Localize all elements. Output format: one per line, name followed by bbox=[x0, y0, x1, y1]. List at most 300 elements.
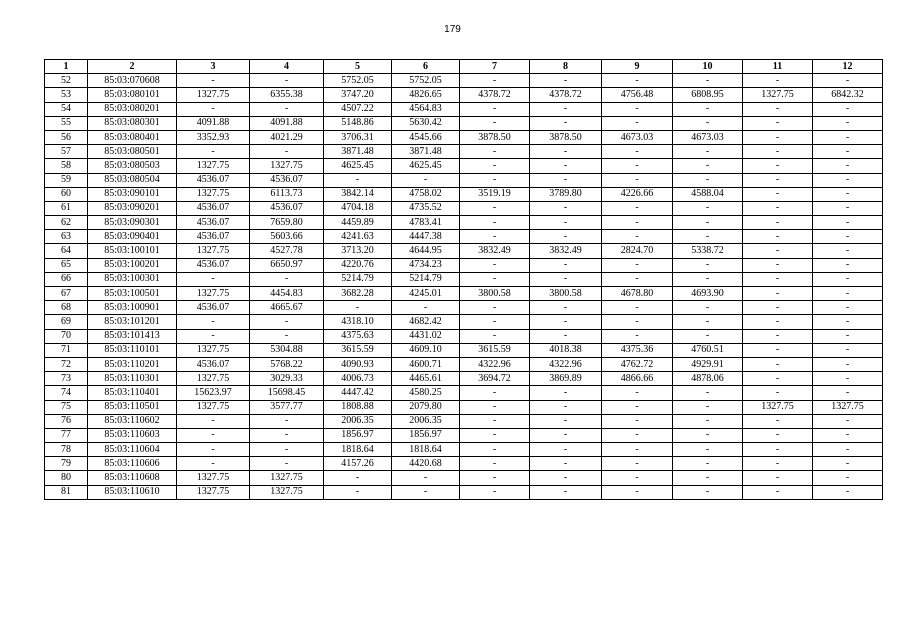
table-cell: - bbox=[743, 471, 813, 485]
table-cell: - bbox=[673, 471, 743, 485]
table-cell: - bbox=[673, 159, 743, 173]
table-cell: 85:03:110301 bbox=[88, 372, 177, 386]
table-cell: - bbox=[460, 116, 530, 130]
table-cell: - bbox=[673, 301, 743, 315]
table-row bbox=[45, 159, 883, 173]
table-cell: 64 bbox=[45, 244, 88, 258]
table-cell: 4465.61 bbox=[392, 372, 460, 386]
table-cell: 85:03:110606 bbox=[88, 457, 177, 471]
table-cell: 85:03:100301 bbox=[88, 272, 177, 286]
table-cell: - bbox=[813, 244, 883, 258]
table-cell: - bbox=[743, 343, 813, 357]
table-row bbox=[45, 287, 883, 301]
table-cell: 4090.93 bbox=[324, 357, 392, 371]
table-cell: - bbox=[813, 145, 883, 159]
table-row bbox=[45, 201, 883, 215]
table-cell: 1327.75 bbox=[177, 287, 250, 301]
table-cell: 1808.88 bbox=[324, 400, 392, 414]
table-row bbox=[45, 258, 883, 272]
table-cell: 85:03:090301 bbox=[88, 216, 177, 230]
table-cell: - bbox=[813, 173, 883, 187]
table-cell: - bbox=[602, 386, 673, 400]
table-cell: - bbox=[743, 187, 813, 201]
table-cell: 85:03:080503 bbox=[88, 159, 177, 173]
table-row bbox=[45, 343, 883, 357]
table-cell: 1818.64 bbox=[324, 443, 392, 457]
table-cell: - bbox=[602, 74, 673, 88]
table-cell: - bbox=[530, 116, 602, 130]
table-cell: - bbox=[177, 443, 250, 457]
table-row bbox=[45, 457, 883, 471]
table-cell: - bbox=[602, 216, 673, 230]
table-cell: 6842.32 bbox=[813, 88, 883, 102]
table-cell: - bbox=[460, 102, 530, 116]
table-cell: - bbox=[813, 230, 883, 244]
table-cell: 1327.75 bbox=[177, 244, 250, 258]
table-cell: - bbox=[250, 457, 324, 471]
table-cell: 6650.97 bbox=[250, 258, 324, 272]
table-cell: 3519.19 bbox=[460, 187, 530, 201]
table-cell: 3713.20 bbox=[324, 244, 392, 258]
column-header: 5 bbox=[324, 60, 392, 74]
table-cell: 5338.72 bbox=[673, 244, 743, 258]
table-row bbox=[45, 216, 883, 230]
table-cell: 1327.75 bbox=[250, 485, 324, 499]
table-cell: 1327.75 bbox=[250, 159, 324, 173]
table-cell: 4431.02 bbox=[392, 329, 460, 343]
table-cell: 3706.31 bbox=[324, 130, 392, 144]
table-cell: 4673.03 bbox=[602, 130, 673, 144]
table-body bbox=[45, 74, 883, 500]
table-cell: 2824.70 bbox=[602, 244, 673, 258]
table-cell: 5630.42 bbox=[392, 116, 460, 130]
table-cell: - bbox=[460, 258, 530, 272]
table-cell: - bbox=[602, 230, 673, 244]
table-cell: - bbox=[392, 173, 460, 187]
table-cell: - bbox=[743, 414, 813, 428]
table-cell: - bbox=[743, 372, 813, 386]
table-cell: - bbox=[813, 201, 883, 215]
table-cell: 85:03:101201 bbox=[88, 315, 177, 329]
table-cell: 67 bbox=[45, 287, 88, 301]
table-cell: - bbox=[324, 471, 392, 485]
table-cell: 1327.75 bbox=[177, 187, 250, 201]
table-cell: - bbox=[673, 258, 743, 272]
table-cell: 15623.97 bbox=[177, 386, 250, 400]
table-cell: - bbox=[250, 428, 324, 442]
table-cell: 4878.06 bbox=[673, 372, 743, 386]
table-cell: 79 bbox=[45, 457, 88, 471]
table-cell: - bbox=[177, 329, 250, 343]
table-cell: - bbox=[813, 485, 883, 499]
table-cell: - bbox=[530, 272, 602, 286]
table-row bbox=[45, 471, 883, 485]
table-cell: 4091.88 bbox=[177, 116, 250, 130]
table-cell: - bbox=[813, 315, 883, 329]
column-header: 11 bbox=[743, 60, 813, 74]
table-cell: 63 bbox=[45, 230, 88, 244]
table-cell: - bbox=[530, 471, 602, 485]
table-cell: 4783.41 bbox=[392, 216, 460, 230]
table-cell: - bbox=[602, 315, 673, 329]
table-cell: 85:03:080201 bbox=[88, 102, 177, 116]
table-cell: - bbox=[460, 74, 530, 88]
table-cell: - bbox=[250, 74, 324, 88]
table-cell: 4507.22 bbox=[324, 102, 392, 116]
table-cell: - bbox=[743, 159, 813, 173]
table-cell: - bbox=[460, 471, 530, 485]
table-cell: 3615.59 bbox=[460, 343, 530, 357]
table-cell: 3615.59 bbox=[324, 343, 392, 357]
table-cell: - bbox=[460, 301, 530, 315]
table-cell: - bbox=[392, 485, 460, 499]
table-cell: 4762.72 bbox=[602, 357, 673, 371]
table-cell: 5214.79 bbox=[324, 272, 392, 286]
table-cell: - bbox=[177, 428, 250, 442]
table-row bbox=[45, 443, 883, 457]
table-cell: - bbox=[813, 443, 883, 457]
table-cell: 7659.80 bbox=[250, 216, 324, 230]
table-cell: 85:03:100501 bbox=[88, 287, 177, 301]
table-cell: - bbox=[813, 357, 883, 371]
table-row bbox=[45, 357, 883, 371]
table-cell: 4536.07 bbox=[250, 201, 324, 215]
table-cell: - bbox=[673, 443, 743, 457]
table-cell: - bbox=[743, 386, 813, 400]
table-cell: 52 bbox=[45, 74, 88, 88]
table-cell: 4826.65 bbox=[392, 88, 460, 102]
table-cell: 3871.48 bbox=[392, 145, 460, 159]
table-cell: 4318.10 bbox=[324, 315, 392, 329]
table-cell: - bbox=[177, 272, 250, 286]
column-header: 3 bbox=[177, 60, 250, 74]
table-cell: 4734.23 bbox=[392, 258, 460, 272]
table-cell: - bbox=[392, 301, 460, 315]
table-cell: - bbox=[813, 116, 883, 130]
table-cell: - bbox=[673, 145, 743, 159]
table-cell: - bbox=[673, 272, 743, 286]
table-cell: 5148.86 bbox=[324, 116, 392, 130]
table-cell: 3869.89 bbox=[530, 372, 602, 386]
table-cell: - bbox=[177, 315, 250, 329]
table-cell: 1818.64 bbox=[392, 443, 460, 457]
table-cell: 4536.07 bbox=[177, 201, 250, 215]
table-cell: - bbox=[530, 230, 602, 244]
table-cell: - bbox=[602, 301, 673, 315]
table-cell: 85:03:100201 bbox=[88, 258, 177, 272]
column-header: 8 bbox=[530, 60, 602, 74]
table-cell: 85:03:110603 bbox=[88, 428, 177, 442]
table-cell: 3682.28 bbox=[324, 287, 392, 301]
table-cell: - bbox=[177, 74, 250, 88]
table-cell: - bbox=[602, 428, 673, 442]
table-cell: 57 bbox=[45, 145, 88, 159]
table-cell: - bbox=[460, 315, 530, 329]
table-cell: 3694.72 bbox=[460, 372, 530, 386]
table-cell: - bbox=[743, 244, 813, 258]
table-cell: - bbox=[743, 258, 813, 272]
table-cell: - bbox=[743, 102, 813, 116]
table-cell: 3747.20 bbox=[324, 88, 392, 102]
table-cell: - bbox=[460, 329, 530, 343]
table-cell: - bbox=[813, 187, 883, 201]
table-cell: 5304.88 bbox=[250, 343, 324, 357]
table-cell: 85:03:080501 bbox=[88, 145, 177, 159]
table-cell: 3352.93 bbox=[177, 130, 250, 144]
table-cell: 4447.38 bbox=[392, 230, 460, 244]
table-cell: 1327.75 bbox=[177, 372, 250, 386]
table-cell: 4545.66 bbox=[392, 130, 460, 144]
table-row bbox=[45, 244, 883, 258]
table-row bbox=[45, 414, 883, 428]
table-cell: - bbox=[602, 116, 673, 130]
table-cell: - bbox=[460, 173, 530, 187]
table-row bbox=[45, 400, 883, 414]
table-cell: 6113.73 bbox=[250, 187, 324, 201]
table-cell: 3832.49 bbox=[460, 244, 530, 258]
table-cell: 4588.04 bbox=[673, 187, 743, 201]
table-cell: 85:03:100101 bbox=[88, 244, 177, 258]
table-cell: - bbox=[673, 216, 743, 230]
table-cell: 59 bbox=[45, 173, 88, 187]
table-cell: - bbox=[250, 102, 324, 116]
column-header: 10 bbox=[673, 60, 743, 74]
table-cell: - bbox=[602, 173, 673, 187]
table-cell: 4536.07 bbox=[177, 173, 250, 187]
table-cell: 3832.49 bbox=[530, 244, 602, 258]
table-cell: 4006.73 bbox=[324, 372, 392, 386]
table-cell: 4665.67 bbox=[250, 301, 324, 315]
table-cell: - bbox=[602, 159, 673, 173]
table-cell: 4600.71 bbox=[392, 357, 460, 371]
table-cell: - bbox=[460, 443, 530, 457]
table-cell: 4454.83 bbox=[250, 287, 324, 301]
column-header: 6 bbox=[392, 60, 460, 74]
table-cell: - bbox=[602, 258, 673, 272]
table-cell: 15698.45 bbox=[250, 386, 324, 400]
table-cell: - bbox=[673, 457, 743, 471]
table-cell: 1856.97 bbox=[324, 428, 392, 442]
table-row bbox=[45, 315, 883, 329]
table-cell: 85:03:090201 bbox=[88, 201, 177, 215]
table-cell: - bbox=[602, 329, 673, 343]
table-cell: - bbox=[460, 272, 530, 286]
table-cell: - bbox=[460, 386, 530, 400]
table-cell: 53 bbox=[45, 88, 88, 102]
table-cell: - bbox=[177, 102, 250, 116]
table-cell: - bbox=[460, 457, 530, 471]
table-cell: 62 bbox=[45, 216, 88, 230]
table-cell: 4609.10 bbox=[392, 343, 460, 357]
page-number: 179 bbox=[444, 24, 461, 35]
table-cell: - bbox=[177, 457, 250, 471]
table-cell: 4693.90 bbox=[673, 287, 743, 301]
table-cell: 72 bbox=[45, 357, 88, 371]
table-cell: 4580.25 bbox=[392, 386, 460, 400]
table-cell: - bbox=[743, 201, 813, 215]
table-cell: 4375.36 bbox=[602, 343, 673, 357]
table-cell: - bbox=[250, 272, 324, 286]
table-cell: 66 bbox=[45, 272, 88, 286]
table-cell: 4735.52 bbox=[392, 201, 460, 215]
table-cell: 4536.07 bbox=[250, 173, 324, 187]
table-cell: - bbox=[673, 230, 743, 244]
table-cell: - bbox=[743, 457, 813, 471]
table-cell: - bbox=[743, 329, 813, 343]
table-cell: 1327.75 bbox=[813, 400, 883, 414]
table-cell: 5752.05 bbox=[324, 74, 392, 88]
table-cell: - bbox=[813, 216, 883, 230]
table-cell: - bbox=[250, 414, 324, 428]
table-cell: 85:03:100901 bbox=[88, 301, 177, 315]
column-header: 7 bbox=[460, 60, 530, 74]
table-cell: 4625.45 bbox=[392, 159, 460, 173]
table-cell: 1327.75 bbox=[177, 485, 250, 499]
table-cell: 4929.91 bbox=[673, 357, 743, 371]
table-cell: 4756.48 bbox=[602, 88, 673, 102]
table-cell: 3842.14 bbox=[324, 187, 392, 201]
table-cell: - bbox=[743, 230, 813, 244]
table-cell: 74 bbox=[45, 386, 88, 400]
table-cell: 60 bbox=[45, 187, 88, 201]
table-cell: 85:03:080401 bbox=[88, 130, 177, 144]
table-cell: - bbox=[530, 315, 602, 329]
table-cell: - bbox=[530, 145, 602, 159]
table-cell: 4536.07 bbox=[177, 230, 250, 244]
table-cell: 71 bbox=[45, 343, 88, 357]
table-cell: 1856.97 bbox=[392, 428, 460, 442]
table-cell: - bbox=[602, 201, 673, 215]
table-cell: 4157.26 bbox=[324, 457, 392, 471]
table-cell: 4459.89 bbox=[324, 216, 392, 230]
table-cell: - bbox=[743, 485, 813, 499]
table-cell: - bbox=[813, 457, 883, 471]
table-cell: 68 bbox=[45, 301, 88, 315]
table-cell: 6355.38 bbox=[250, 88, 324, 102]
table-cell: 76 bbox=[45, 414, 88, 428]
table-cell: - bbox=[250, 145, 324, 159]
table-cell: 4678.80 bbox=[602, 287, 673, 301]
table-cell: 85:03:070608 bbox=[88, 74, 177, 88]
table-cell: 80 bbox=[45, 471, 88, 485]
table-cell: - bbox=[530, 400, 602, 414]
table-cell: 85:03:090401 bbox=[88, 230, 177, 244]
table-cell: 4866.66 bbox=[602, 372, 673, 386]
table-cell: - bbox=[602, 485, 673, 499]
table-cell: 1327.75 bbox=[177, 343, 250, 357]
table-cell: 5752.05 bbox=[392, 74, 460, 88]
table-cell: - bbox=[324, 301, 392, 315]
table-cell: - bbox=[530, 428, 602, 442]
table-cell: - bbox=[813, 386, 883, 400]
table-row bbox=[45, 301, 883, 315]
table-cell: 55 bbox=[45, 116, 88, 130]
table-cell: - bbox=[460, 201, 530, 215]
table-cell: 6808.95 bbox=[673, 88, 743, 102]
table-cell: 4536.07 bbox=[177, 216, 250, 230]
table-cell: - bbox=[530, 102, 602, 116]
table-cell: 4378.72 bbox=[530, 88, 602, 102]
table-cell: - bbox=[460, 216, 530, 230]
table-cell: - bbox=[460, 428, 530, 442]
table-cell: 3878.50 bbox=[460, 130, 530, 144]
table-cell: - bbox=[177, 145, 250, 159]
table-cell: - bbox=[743, 272, 813, 286]
table-cell: 85:03:080504 bbox=[88, 173, 177, 187]
table-cell: 3789.80 bbox=[530, 187, 602, 201]
table-cell: 4018.38 bbox=[530, 343, 602, 357]
table-cell: 81 bbox=[45, 485, 88, 499]
table-cell: - bbox=[743, 357, 813, 371]
table-cell: 4322.96 bbox=[530, 357, 602, 371]
table-cell: - bbox=[743, 130, 813, 144]
table-cell: 58 bbox=[45, 159, 88, 173]
table-cell: 85:03:110501 bbox=[88, 400, 177, 414]
table-cell: - bbox=[813, 74, 883, 88]
table-cell: - bbox=[673, 428, 743, 442]
table-cell: 1327.75 bbox=[743, 400, 813, 414]
table-cell: - bbox=[673, 329, 743, 343]
header-row bbox=[45, 60, 883, 74]
table-row bbox=[45, 386, 883, 400]
table-cell: 4625.45 bbox=[324, 159, 392, 173]
table-cell: 4322.96 bbox=[460, 357, 530, 371]
table-cell: - bbox=[602, 102, 673, 116]
table-cell: - bbox=[324, 485, 392, 499]
table-cell: 4378.72 bbox=[460, 88, 530, 102]
table-cell: 4245.01 bbox=[392, 287, 460, 301]
table-cell: - bbox=[250, 443, 324, 457]
table-cell: - bbox=[743, 145, 813, 159]
table-cell: - bbox=[460, 414, 530, 428]
table-cell: 5768.22 bbox=[250, 357, 324, 371]
table-cell: 56 bbox=[45, 130, 88, 144]
table-cell: 4682.42 bbox=[392, 315, 460, 329]
table-cell: 5214.79 bbox=[392, 272, 460, 286]
table-cell: 65 bbox=[45, 258, 88, 272]
table-cell: - bbox=[813, 258, 883, 272]
table-row bbox=[45, 272, 883, 286]
table-cell: 1327.75 bbox=[177, 471, 250, 485]
table-cell: 3800.58 bbox=[530, 287, 602, 301]
data-table bbox=[44, 59, 883, 500]
table-cell: - bbox=[530, 159, 602, 173]
table-cell: - bbox=[673, 414, 743, 428]
table-cell: - bbox=[673, 315, 743, 329]
table-row bbox=[45, 88, 883, 102]
table-cell: - bbox=[602, 471, 673, 485]
table-cell: - bbox=[530, 201, 602, 215]
table-cell: - bbox=[813, 301, 883, 315]
table-cell: 4220.76 bbox=[324, 258, 392, 272]
table-cell: 73 bbox=[45, 372, 88, 386]
table-row bbox=[45, 74, 883, 88]
table-cell: 85:03:110201 bbox=[88, 357, 177, 371]
table-cell: - bbox=[673, 173, 743, 187]
table-cell: - bbox=[250, 329, 324, 343]
table-cell: - bbox=[673, 485, 743, 499]
table-cell: - bbox=[602, 443, 673, 457]
table-cell: - bbox=[530, 258, 602, 272]
table-cell: - bbox=[392, 471, 460, 485]
table-cell: - bbox=[530, 485, 602, 499]
table-row bbox=[45, 372, 883, 386]
table-cell: - bbox=[530, 173, 602, 187]
table-cell: 2079.80 bbox=[392, 400, 460, 414]
table-cell: 4536.07 bbox=[177, 301, 250, 315]
table-cell: - bbox=[530, 216, 602, 230]
table-cell: 70 bbox=[45, 329, 88, 343]
